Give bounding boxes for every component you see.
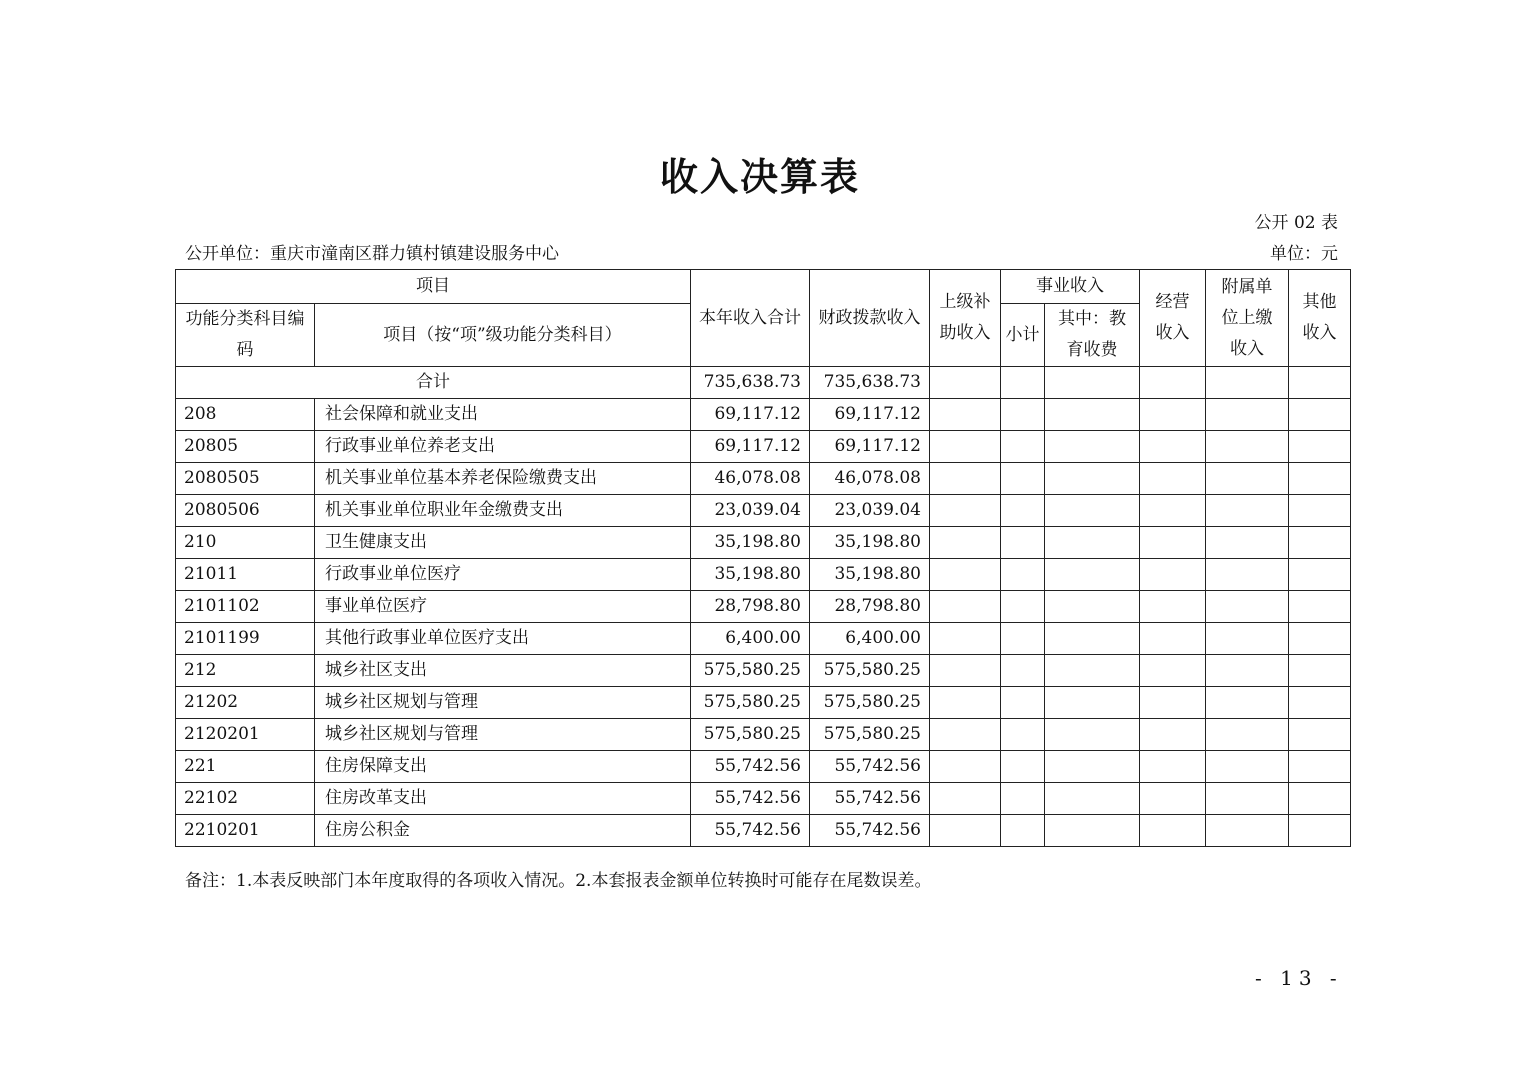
empty-cell [1289, 687, 1351, 719]
empty-cell [1289, 783, 1351, 815]
row-name: 住房公积金 [315, 815, 691, 847]
header-other-income: 其他收入 [1289, 270, 1351, 367]
empty-cell [1206, 559, 1289, 591]
row-name: 城乡社区支出 [315, 655, 691, 687]
empty-cell [930, 495, 1001, 527]
row-fiscal-income: 69,117.12 [810, 431, 930, 463]
row-code: 21011 [176, 559, 315, 591]
empty-cell [1206, 783, 1289, 815]
empty-cell [1001, 463, 1045, 495]
table-row [176, 591, 1351, 623]
empty-cell [1289, 623, 1351, 655]
row-fiscal-income: 46,078.08 [810, 463, 930, 495]
row-code: 20805 [176, 431, 315, 463]
header-item-group: 项目 [176, 270, 691, 304]
empty-cell [1045, 559, 1140, 591]
empty-cell [1140, 559, 1206, 591]
empty-cell [1001, 815, 1045, 847]
empty-cell [930, 783, 1001, 815]
total-row [176, 367, 1351, 399]
empty-cell [1206, 815, 1289, 847]
empty-cell [1289, 527, 1351, 559]
header-fiscal-income: 财政拨款收入 [810, 270, 930, 367]
table-row [176, 495, 1351, 527]
row-code: 2101199 [176, 623, 315, 655]
header-operating-income: 经营收入 [1140, 270, 1206, 367]
row-total-income: 35,198.80 [691, 527, 810, 559]
empty-cell [1140, 431, 1206, 463]
empty-cell [1001, 527, 1045, 559]
row-fiscal-income: 69,117.12 [810, 399, 930, 431]
row-name: 城乡社区规划与管理 [315, 687, 691, 719]
table-row [176, 751, 1351, 783]
form-number: 公开 02 表 [1254, 213, 1338, 233]
empty-cell [930, 623, 1001, 655]
row-fiscal-income: 28,798.80 [810, 591, 930, 623]
empty-cell [1001, 431, 1045, 463]
empty-cell [930, 559, 1001, 591]
page-number: - 13 - [1255, 966, 1343, 990]
empty-cell [930, 655, 1001, 687]
row-name: 机关事业单位职业年金缴费支出 [315, 495, 691, 527]
empty-cell [1140, 527, 1206, 559]
row-code: 21202 [176, 687, 315, 719]
row-name: 事业单位医疗 [315, 591, 691, 623]
row-code: 210 [176, 527, 315, 559]
table-row [176, 559, 1351, 591]
row-total-income: 55,742.56 [691, 751, 810, 783]
empty-cell [1001, 751, 1045, 783]
row-code: 221 [176, 751, 315, 783]
empty-cell [1289, 463, 1351, 495]
empty-cell [1045, 431, 1140, 463]
empty-cell [1045, 719, 1140, 751]
header-total-income: 本年收入合计 [691, 270, 810, 367]
row-fiscal-income: 575,580.25 [810, 655, 930, 687]
empty-cell [1045, 495, 1140, 527]
empty-cell [1001, 719, 1045, 751]
empty-cell [1140, 463, 1206, 495]
row-total-income: 46,078.08 [691, 463, 810, 495]
currency-unit: 单位：元 [1270, 244, 1338, 264]
row-code: 2101102 [176, 591, 315, 623]
row-fiscal-income: 575,580.25 [810, 719, 930, 751]
row-total-income: 69,117.12 [691, 431, 810, 463]
row-fiscal-income: 575,580.25 [810, 687, 930, 719]
table-row [176, 687, 1351, 719]
empty-cell [1206, 399, 1289, 431]
empty-cell [1206, 655, 1289, 687]
row-fiscal-income: 55,742.56 [810, 783, 930, 815]
header-affiliated-income: 附属单位上缴收入 [1206, 270, 1289, 367]
empty-cell [1206, 431, 1289, 463]
row-fiscal-income: 55,742.56 [810, 815, 930, 847]
table-row [176, 463, 1351, 495]
income-table [175, 269, 1351, 847]
row-name: 机关事业单位基本养老保险缴费支出 [315, 463, 691, 495]
empty-cell [930, 591, 1001, 623]
row-name: 其他行政事业单位医疗支出 [315, 623, 691, 655]
total-income-value: 735,638.73 [691, 367, 810, 399]
empty-cell [1140, 719, 1206, 751]
empty-cell [1289, 719, 1351, 751]
row-fiscal-income: 55,742.56 [810, 751, 930, 783]
row-total-income: 6,400.00 [691, 623, 810, 655]
row-code: 2210201 [176, 815, 315, 847]
empty-cell [1289, 655, 1351, 687]
table-row [176, 815, 1351, 847]
total-fiscal-value: 735,638.73 [810, 367, 930, 399]
empty-cell [1140, 399, 1206, 431]
empty-cell [1289, 559, 1351, 591]
empty-cell [1045, 751, 1140, 783]
empty-cell [1206, 623, 1289, 655]
empty-cell [1045, 463, 1140, 495]
empty-cell [1206, 591, 1289, 623]
row-code: 212 [176, 655, 315, 687]
empty-cell [1001, 655, 1045, 687]
empty-cell [1140, 495, 1206, 527]
empty-cell [1289, 815, 1351, 847]
empty-cell [1001, 495, 1045, 527]
row-total-income: 575,580.25 [691, 687, 810, 719]
row-code: 22102 [176, 783, 315, 815]
table-row [176, 399, 1351, 431]
table-row [176, 431, 1351, 463]
empty-cell [1206, 527, 1289, 559]
empty-cell [1001, 623, 1045, 655]
row-total-income: 35,198.80 [691, 559, 810, 591]
header-subtotal: 小计 [1001, 304, 1045, 367]
row-total-income: 69,117.12 [691, 399, 810, 431]
empty-cell [1045, 399, 1140, 431]
empty-cell [1206, 719, 1289, 751]
empty-cell [1045, 527, 1140, 559]
empty-cell [1001, 399, 1045, 431]
row-name: 城乡社区规划与管理 [315, 719, 691, 751]
empty-cell [930, 719, 1001, 751]
empty-cell [930, 815, 1001, 847]
header-superior-subsidy: 上级补助收入 [930, 270, 1001, 367]
header-education-fee: 其中：教育收费 [1045, 304, 1140, 367]
empty-cell [1140, 591, 1206, 623]
page-title: 收入决算表 [659, 154, 860, 199]
row-name: 社会保障和就业支出 [315, 399, 691, 431]
table-header [176, 270, 1351, 367]
empty-cell [930, 751, 1001, 783]
empty-cell [1206, 751, 1289, 783]
total-label: 合计 [176, 367, 691, 399]
footnote: 备注：1.本表反映部门本年度取得的各项收入情况。2.本套报表金额单位转换时可能存在尾数误差。 [185, 871, 932, 891]
empty-cell [1001, 687, 1045, 719]
empty-cell [1001, 783, 1045, 815]
empty-cell [1045, 591, 1140, 623]
table-row [176, 527, 1351, 559]
empty-cell [1140, 815, 1206, 847]
empty-cell [1289, 495, 1351, 527]
table-row [176, 623, 1351, 655]
row-total-income: 55,742.56 [691, 815, 810, 847]
row-total-income: 575,580.25 [691, 719, 810, 751]
empty-cell [1140, 687, 1206, 719]
empty-cell [930, 431, 1001, 463]
empty-cell [1140, 655, 1206, 687]
row-fiscal-income: 23,039.04 [810, 495, 930, 527]
empty-cell [930, 463, 1001, 495]
empty-cell [1289, 751, 1351, 783]
empty-cell [1289, 431, 1351, 463]
table-body [176, 367, 1351, 847]
empty-cell [1140, 751, 1206, 783]
empty-cell [1140, 623, 1206, 655]
header-name: 项目（按“项”级功能分类科目） [315, 304, 691, 367]
empty-cell [1206, 463, 1289, 495]
empty-cell [1045, 687, 1140, 719]
empty-cell [1045, 815, 1140, 847]
row-name: 行政事业单位养老支出 [315, 431, 691, 463]
row-fiscal-income: 35,198.80 [810, 527, 930, 559]
empty-cell [1289, 591, 1351, 623]
row-fiscal-income: 6,400.00 [810, 623, 930, 655]
empty-cell [1045, 623, 1140, 655]
table-row [176, 719, 1351, 751]
empty-cell [1289, 399, 1351, 431]
empty-cell [1206, 495, 1289, 527]
header-code: 功能分类科目编码 [176, 304, 315, 367]
row-code: 2120201 [176, 719, 315, 751]
empty-cell [1001, 591, 1045, 623]
row-fiscal-income: 35,198.80 [810, 559, 930, 591]
row-name: 住房改革支出 [315, 783, 691, 815]
row-total-income: 28,798.80 [691, 591, 810, 623]
empty-cell [930, 687, 1001, 719]
row-name: 住房保障支出 [315, 751, 691, 783]
row-name: 行政事业单位医疗 [315, 559, 691, 591]
row-total-income: 55,742.56 [691, 783, 810, 815]
row-total-income: 23,039.04 [691, 495, 810, 527]
empty-cell [1045, 655, 1140, 687]
empty-cell [1001, 559, 1045, 591]
empty-cell [930, 527, 1001, 559]
empty-cell [1140, 783, 1206, 815]
row-total-income: 575,580.25 [691, 655, 810, 687]
header-business-group: 事业收入 [1001, 270, 1140, 304]
row-code: 2080506 [176, 495, 315, 527]
empty-cell [1206, 687, 1289, 719]
row-name: 卫生健康支出 [315, 527, 691, 559]
reporting-unit: 公开单位：重庆市潼南区群力镇村镇建设服务中心 [185, 244, 559, 264]
table-row [176, 783, 1351, 815]
empty-cell [1045, 783, 1140, 815]
row-code: 2080505 [176, 463, 315, 495]
row-code: 208 [176, 399, 315, 431]
table-row [176, 655, 1351, 687]
empty-cell [930, 399, 1001, 431]
